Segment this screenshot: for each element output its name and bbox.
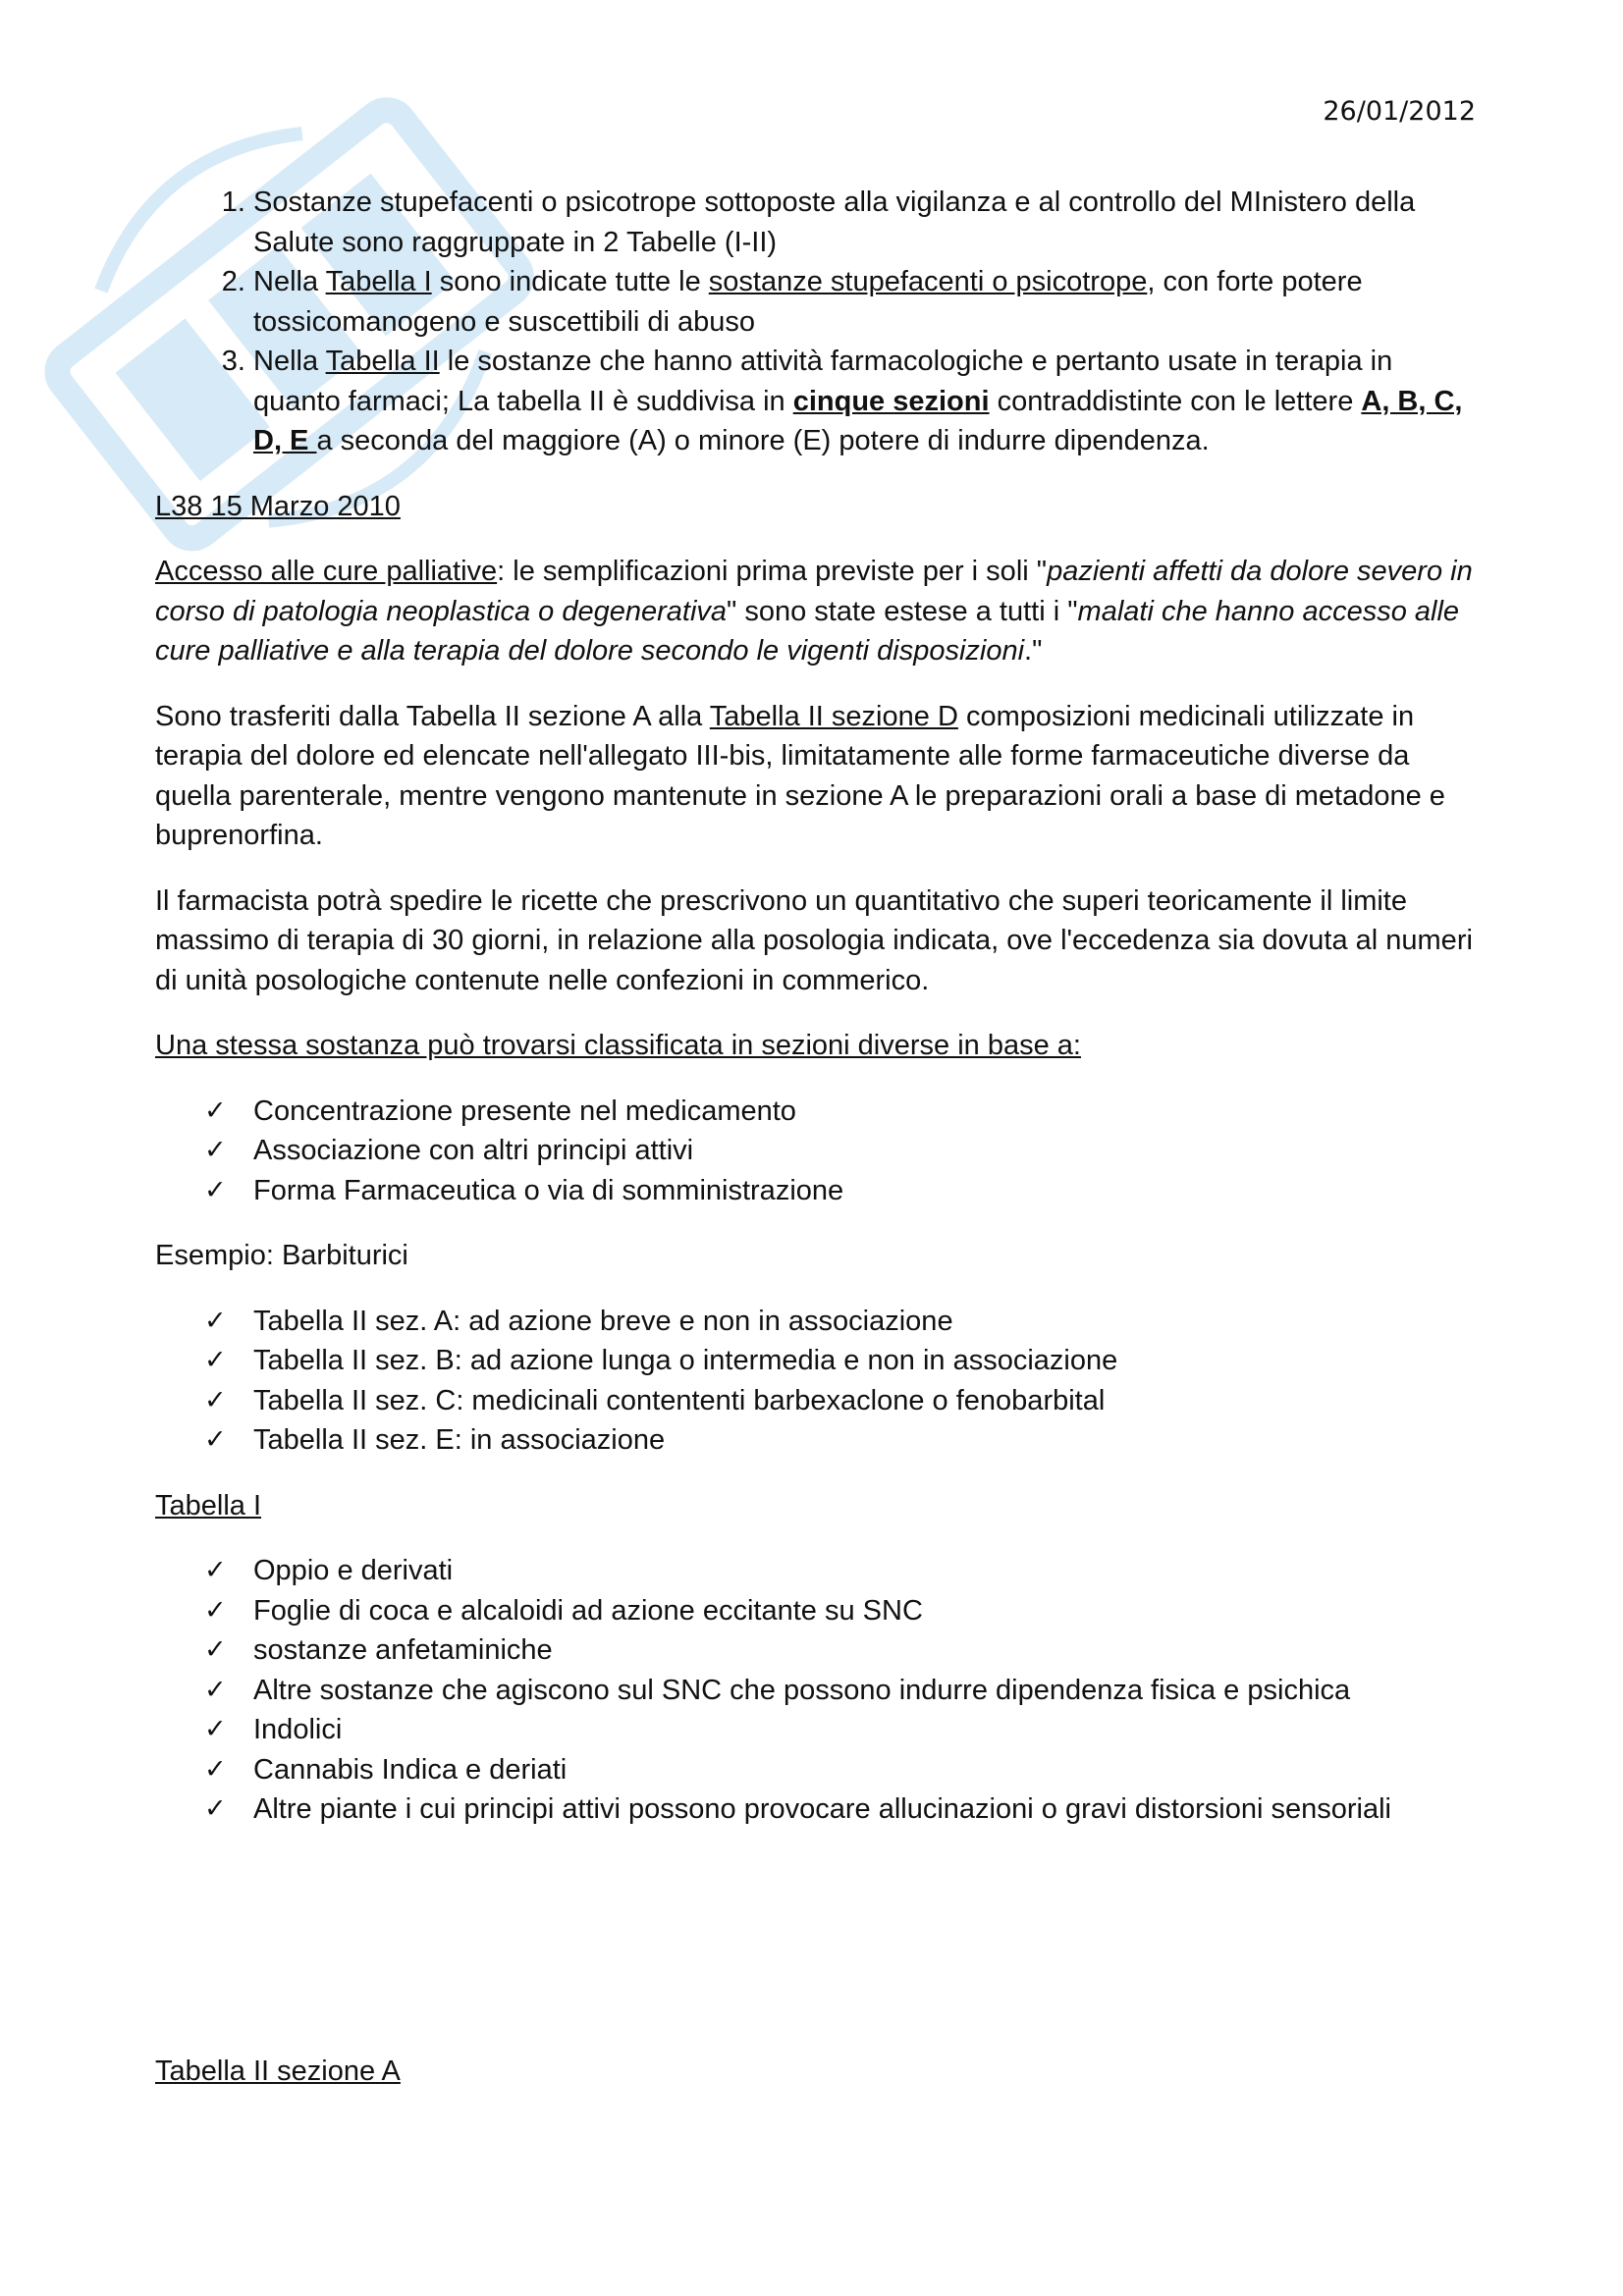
check-icon: ✓ [204, 1714, 227, 1744]
italic-quote: pazienti affetti da dolore severo in corso di patologia neoplastica o degenerativa [155, 556, 1473, 627]
list-item [253, 262, 1481, 342]
list-item [155, 1750, 1481, 1790]
list-item [155, 1551, 1481, 1591]
text-run: le sostanze che hanno attività farmacologiche e pertanto usate in terapia in quanto farmaci; La tabella II è suddivisa in [253, 346, 1393, 417]
list-item [155, 1131, 1481, 1171]
check-icon: ✓ [204, 1555, 227, 1585]
check-icon: ✓ [204, 1424, 227, 1455]
section-heading: L38 15 Marzo 2010 [155, 490, 401, 522]
check-list [155, 1092, 1481, 1211]
check-icon: ✓ [204, 1753, 227, 1785]
list-item [155, 1591, 1481, 1631]
underlined-term: Tabella II sezione D [709, 700, 958, 732]
list-item-text: sostanze anfetaminiche [253, 1634, 553, 1666]
text-run: ." [1024, 635, 1043, 667]
list-item [155, 1789, 1481, 1830]
check-icon: ✓ [204, 1174, 227, 1205]
check-list [155, 1302, 1481, 1461]
paragraph-transfer [155, 697, 1481, 856]
list-item-text: Indolici [253, 1714, 343, 1745]
list-item-text: Tabella II sez. C: medicinali contententi barbexaclone o fenobarbital [253, 1384, 1106, 1416]
section-heading: Esempio: Barbiturici [155, 1240, 408, 1271]
underlined-term: Tabella I [325, 266, 432, 297]
list-item [155, 1710, 1481, 1750]
check-icon: ✓ [204, 1135, 227, 1165]
list-item [155, 1630, 1481, 1671]
list-item [155, 1171, 1481, 1211]
list-item [155, 1420, 1481, 1461]
check-list [155, 1551, 1481, 1830]
paragraph-cure-palliative [155, 552, 1481, 671]
list-item-text: Associazione con altri principi attivi [253, 1135, 694, 1166]
text-run: sono indicate tutte le [431, 266, 709, 297]
underlined-term: sostanze stupefacenti o psicotrope [708, 266, 1148, 297]
document-date: 26/01/2012 [1323, 96, 1476, 127]
list-item-text: Cannabis Indica e deriati [253, 1753, 568, 1786]
list-item-text: Sostanze stupefacenti o psicotrope sottoposte alla vigilanza e al controllo del MInistero della Salute sono raggruppate in 2 Tabelle (I-II) [253, 187, 1416, 258]
list-item [155, 1302, 1481, 1342]
list-item [155, 1381, 1481, 1421]
text-run: : le semplificazioni prima previste per i soli " [497, 556, 1048, 587]
text-run: composizioni medicinali utilizzate in terapia del dolore ed elencate nell'allegato III-bis, limitatamente alle forme farmaceutiche diverse da quella parenterale, mentre vengono mantenute in sezione A le preparazioni orali a base di metadone e buprenorfina. [155, 700, 1445, 851]
bold-underlined-term: A, B, C, D, E [253, 385, 1463, 456]
text-run: contraddistinte con le lettere [989, 385, 1362, 417]
italic-quote: malati che hanno accesso alle cure palliative e alla terapia del dolore secondo le vigenti disposizioni [155, 595, 1460, 667]
check-icon: ✓ [204, 1594, 227, 1626]
list-item-text: Altre sostanze che agiscono sul SNC che possono indurre dipendenza fisica e psichica [253, 1674, 1351, 1706]
list-item [155, 1671, 1481, 1711]
list-item-text: Tabella II sez. E: in associazione [253, 1424, 666, 1456]
text-run: , con forte potere tossicomanogeno e suscettibili di abuso [253, 266, 1363, 338]
check-icon: ✓ [204, 1793, 227, 1824]
check-icon: ✓ [204, 1634, 227, 1665]
section-heading: Una stessa sostanza può trovarsi classificata in sezioni diverse in base a: [155, 1030, 1081, 1061]
text-run: Nella [253, 346, 326, 377]
section-heading: Tabella II sezione A [155, 2055, 401, 2087]
list-item-text: Tabella II sez. B: ad azione lunga o intermedia e non in associazione [253, 1345, 1118, 1376]
text-run: Sono trasferiti dalla Tabella II sezione A alla [155, 700, 710, 732]
underlined-term: Tabella II [325, 346, 440, 377]
check-icon: ✓ [204, 1305, 227, 1336]
document-body [155, 183, 1481, 2091]
list-item [253, 183, 1481, 262]
list-item [155, 1092, 1481, 1132]
section-heading: Tabella I [155, 1489, 262, 1522]
paragraph-pharmacist: Il farmacista potrà spedire le ricette che prescrivono un quantitativo che superi teoricamente il limite massimo di terapia di 30 giorni, in relazione alla posologia indicata, ove l'eccedenza sia dovuta al numeri di unità posologiche contenute nelle confezioni in commerico. [155, 884, 1473, 996]
text-run: " sono state estese a tutti i " [727, 595, 1078, 627]
check-icon: ✓ [204, 1384, 227, 1415]
check-icon: ✓ [204, 1095, 227, 1126]
bold-underlined-term: cinque sezioni [792, 385, 990, 417]
text-run: a seconda del maggiore (A) o minore (E) potere di indurre dipendenza. [316, 425, 1210, 456]
list-item-text: Oppio e derivati [253, 1555, 454, 1586]
list-item-text: Tabella II sez. A: ad azione breve e non in associazione [253, 1305, 953, 1337]
spacer [155, 1830, 1481, 2026]
list-item [253, 342, 1481, 461]
list-item-text: Altre piante i cui principi attivi possono provocare allucinazioni o gravi distorsioni sensoriali [253, 1793, 1391, 1825]
list-item-text: Concentrazione presente nel medicamento [253, 1095, 796, 1127]
numbered-list [155, 183, 1481, 461]
check-icon: ✓ [204, 1345, 227, 1375]
list-item-text: Foglie di coca e alcaloidi ad azione eccitante su SNC [253, 1594, 923, 1627]
list-item-text: Forma Farmaceutica o via di somministrazione [253, 1174, 844, 1206]
list-item [155, 1341, 1481, 1381]
text-run: Nella [253, 266, 326, 297]
check-icon: ✓ [204, 1674, 227, 1705]
underlined-term: Accesso alle cure palliative [155, 556, 498, 587]
